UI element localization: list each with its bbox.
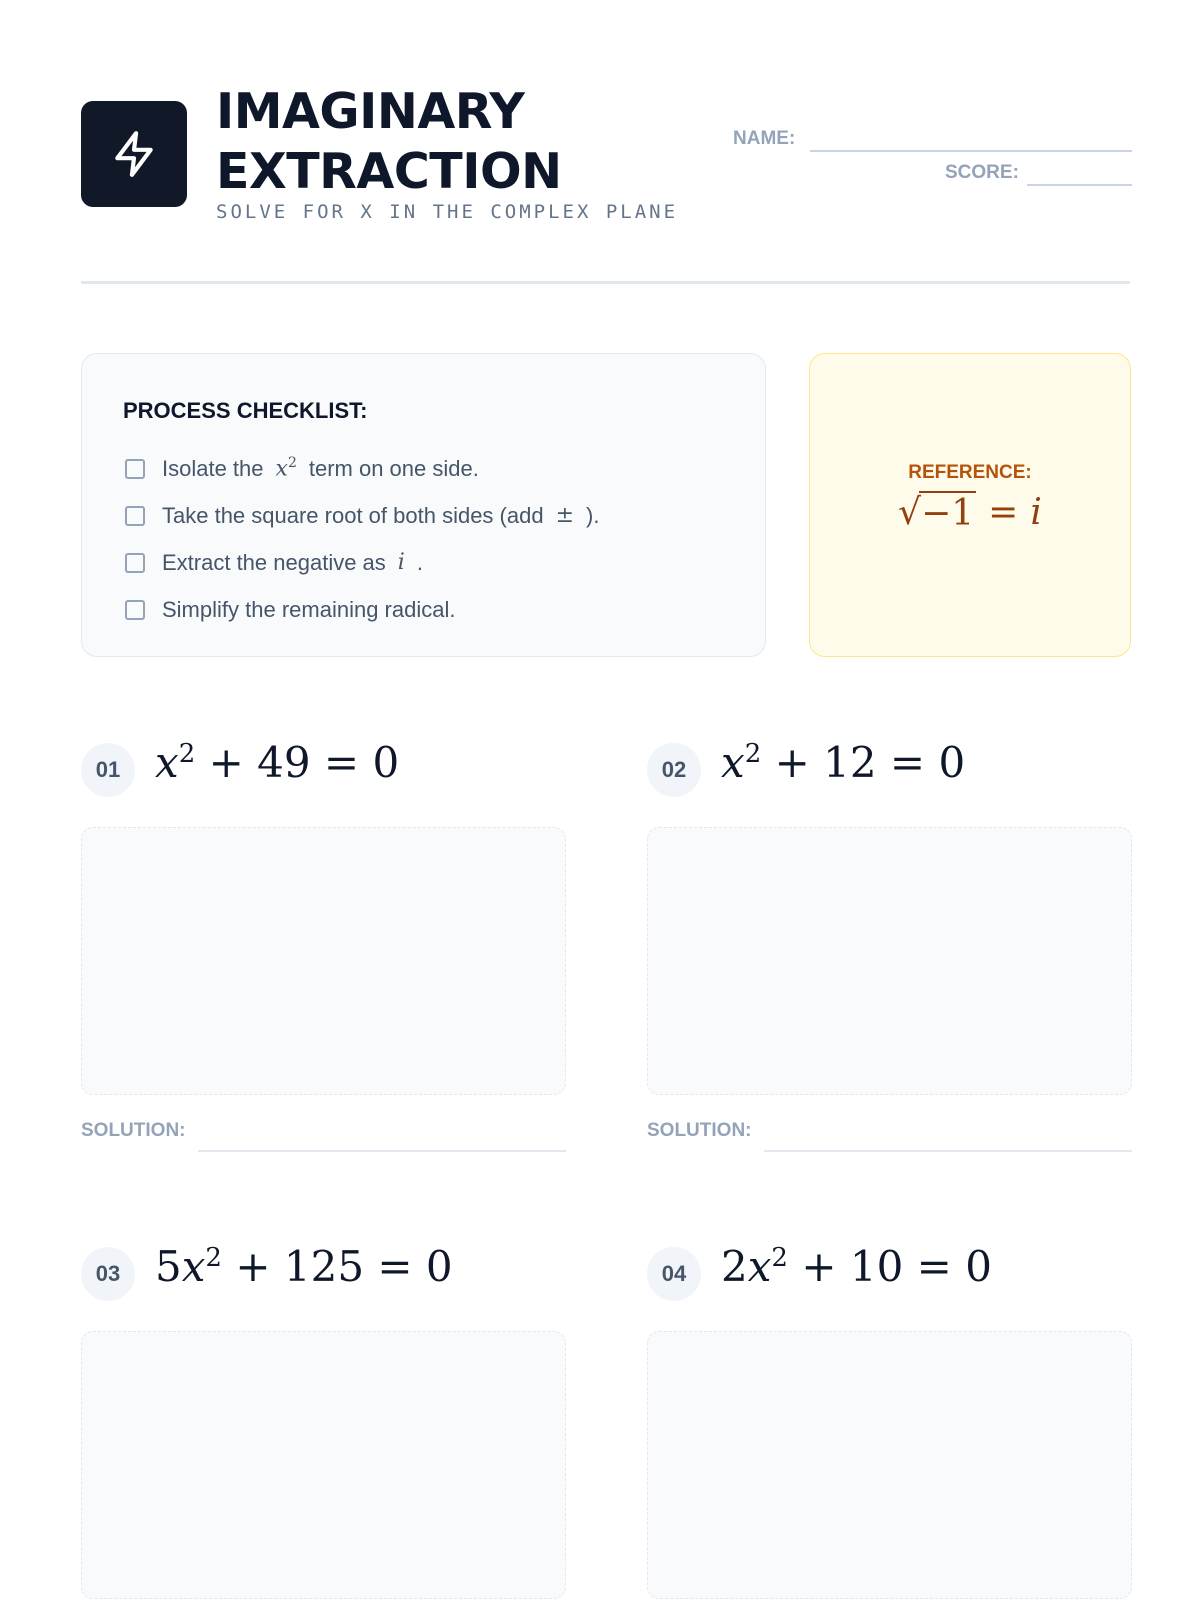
work-area[interactable] <box>647 1331 1132 1599</box>
equation-variable: x <box>747 1242 772 1291</box>
math-exponent: 2 <box>287 455 297 472</box>
problem-equation <box>155 1242 453 1291</box>
checklist-item <box>125 539 599 586</box>
problem-number: 01 <box>81 743 135 797</box>
checkbox[interactable] <box>125 553 145 573</box>
solution-field[interactable] <box>764 1150 1132 1152</box>
problem-equation <box>155 738 399 787</box>
equation-rest: + 12 = 0 <box>774 738 966 787</box>
checklist-item-math: i <box>397 550 405 575</box>
problem-number: 04 <box>647 1247 701 1301</box>
work-area[interactable] <box>81 1331 566 1599</box>
page-subtitle: SOLVE FOR X IN THE COMPLEX PLANE <box>216 201 679 223</box>
equation-variable: x <box>721 738 745 787</box>
equation-coefficient: 5 <box>155 1242 182 1291</box>
logo-badge <box>81 101 187 207</box>
equation-variable: x <box>155 738 179 787</box>
checklist-item <box>125 445 599 492</box>
equation-exponent: 2 <box>205 1243 222 1273</box>
reference-panel <box>809 353 1131 657</box>
checklist-title: PROCESS CHECKLIST: <box>123 398 368 423</box>
problem-equation <box>721 738 965 787</box>
problem-number: 02 <box>647 743 701 797</box>
imaginary-unit: i <box>1030 492 1042 533</box>
checklist-item-text-end: term on one side. <box>308 455 479 481</box>
process-checklist-panel <box>81 353 766 657</box>
checkbox[interactable] <box>125 506 145 526</box>
work-area[interactable] <box>81 827 566 1095</box>
lightning-bolt-icon <box>109 129 159 179</box>
name-field[interactable] <box>810 150 1132 152</box>
equation-rest: + 125 = 0 <box>235 1242 453 1291</box>
solution-field[interactable] <box>198 1150 566 1152</box>
problem-number: 03 <box>81 1247 135 1301</box>
header-divider <box>81 281 1130 284</box>
checklist-item-text-end: ). <box>586 502 600 528</box>
equation-exponent: 2 <box>178 739 196 769</box>
equals-sign: = <box>988 492 1019 533</box>
checklist-item-text: Isolate the <box>162 455 264 481</box>
checklist-item-math <box>276 455 297 481</box>
math-variable: x <box>275 456 288 482</box>
equation-exponent: 2 <box>771 1243 788 1273</box>
equation-coefficient: 2 <box>721 1242 748 1291</box>
score-field[interactable] <box>1027 184 1132 186</box>
checklist-item-text-end: . <box>416 549 423 575</box>
radicand: −1 <box>921 493 975 534</box>
radical-sign: √ <box>898 492 922 533</box>
title-line-2: EXTRACTION <box>216 143 562 200</box>
checklist-item-math: ± <box>555 503 575 528</box>
score-label: SCORE: <box>945 162 1019 183</box>
equation-rest: + 10 = 0 <box>801 1242 992 1291</box>
page-title <box>216 82 562 202</box>
reference-label: REFERENCE: <box>908 462 1032 483</box>
checklist-item-text: Simplify the remaining radical. <box>162 596 456 622</box>
checklist-item <box>125 492 599 539</box>
reference-formula <box>810 491 1130 534</box>
work-area[interactable] <box>647 827 1132 1095</box>
solution-label: SOLUTION: <box>647 1120 752 1141</box>
title-line-1: IMAGINARY <box>216 83 525 140</box>
checklist-items <box>125 445 599 633</box>
checklist-item-text: Take the square root of both sides (add <box>162 502 544 528</box>
checkbox[interactable] <box>125 459 145 479</box>
name-label: NAME: <box>733 128 796 149</box>
equation-rest: + 49 = 0 <box>208 738 400 787</box>
checklist-item <box>125 586 599 633</box>
checklist-item-text: Extract the negative as <box>162 549 386 575</box>
problem-equation <box>721 1242 992 1291</box>
equation-variable: x <box>181 1242 206 1291</box>
equation-exponent: 2 <box>744 739 762 769</box>
solution-label: SOLUTION: <box>81 1120 186 1141</box>
checkbox[interactable] <box>125 600 145 620</box>
